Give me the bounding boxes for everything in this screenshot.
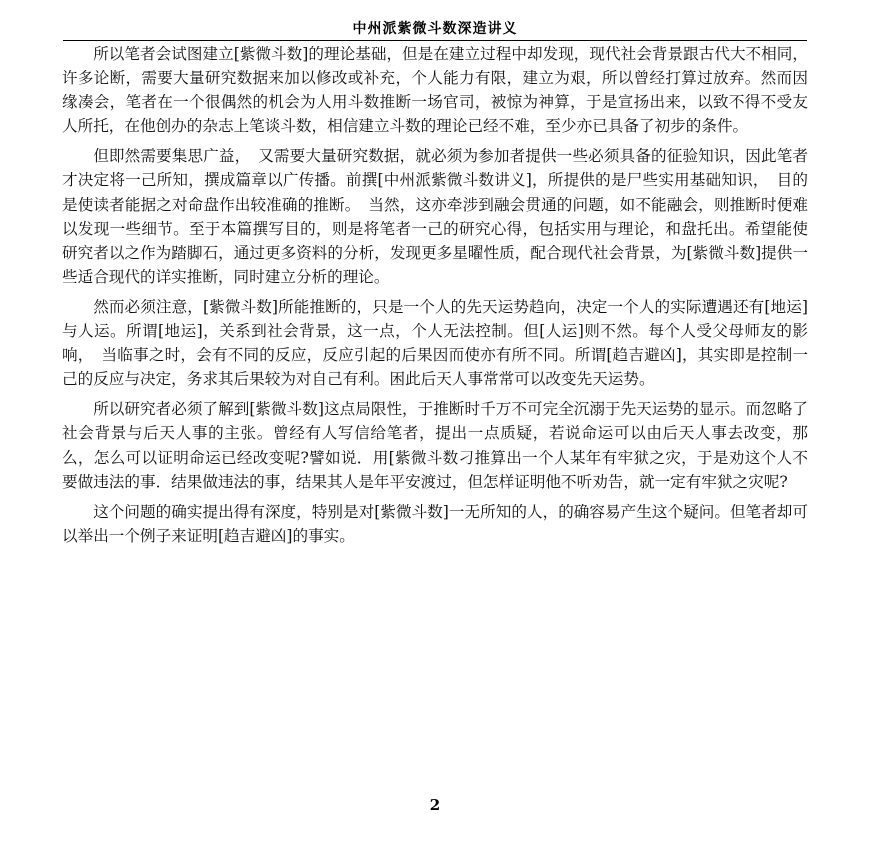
paragraph: 所以笔者会试图建立[紫微斗数]的理论基础，但是在建立过程中却发现，现代社会背景跟古代大不相同，许多论断，需要大量研究数据来加以修改或补充，个人能力有限，建立为艰，所以曾经打算过放弃。然而因缘凑会，笔者在一个很偶然的机会为人用斗数推断一场官司，被惊为神算，于是宣扬出来，以致不得不受友人所托，在他创办的杂志上笔谈斗数，相信建立斗数的理论已经不难，至少亦已具备了初步的条件。 (62, 45, 808, 136)
paragraph: 这个问题的确实提出得有深度，特别是对[紫微斗数]一无所知的人，的确容易产生这个疑问。但笔者却可以举出一个例子来证明[趋吉避凶]的事实。 (62, 502, 808, 545)
header-divider (63, 40, 807, 41)
body-text (62, 42, 808, 554)
page-number: 2 (429, 796, 441, 814)
running-header-title: 中州派紫微斗数深造讲义 (352, 21, 518, 37)
paragraph: 然而必须注意，[紫微斗数]所能推断的，只是一个人的先天运势趋向，决定一个人的实际遭遇还有[地运]与人运。所谓[地运]，关系到社会背景，这一点，个人无法控制。但[人运]则不然。每个人受父母师友的影响， 当临事之时，会有不同的反应，反应引起的后果因而使亦有所不同。所谓[趋吉避凶]，其实即是控制一己的反应与决定，务求其后果较为对自己有利。困此后天人事常常可以改变先天运势。 (62, 297, 808, 389)
paragraph: 所以研究者必须了解到[紫微斗数]这点局限性，于推断时千万不可完全沉溺于先天运势的显示。而忽略了社会背景与后天人事的主张。曾经有人写信给笔者，提出一点质疑，若说命运可以由后天人事去改变，那么，怎么可以证明命运已经改变呢?譬如说．用[紫微斗数刁推算出一个人某年有牢狱之灾，于是劝这个人不要做违法的事．结果做违法的事，结果其人是年平安渡过，但怎样证明他不听劝告，就一定有牢狱之灾呢? (62, 400, 808, 491)
paragraph: 但即然需要集思广益， 又需要大量研究数据，就必须为参加者提供一些必须具备的征验知识，因此笔者才决定将一己所知，撰成篇章以广传播。前撰[中州派紫微斗数讲义]，所提供的是尸些实用基础知识， 目的是使读者能据之对命盘作出较准确的推断。 当然，这亦牵涉到融会贯通的问题，如不能融会，则推断时便难以发现一些细节。至于本篇撰写目的，则是将笔者一己的研究心得，包括实用与理论，和盘托出。希望能使研究者以之作为踏脚石，通过更多资料的分析，发现更多星曜性质，配合现代社会背景，为[紫微斗数]提供一些适合现代的详实推断，同时建立分析的理论。 (62, 147, 808, 286)
